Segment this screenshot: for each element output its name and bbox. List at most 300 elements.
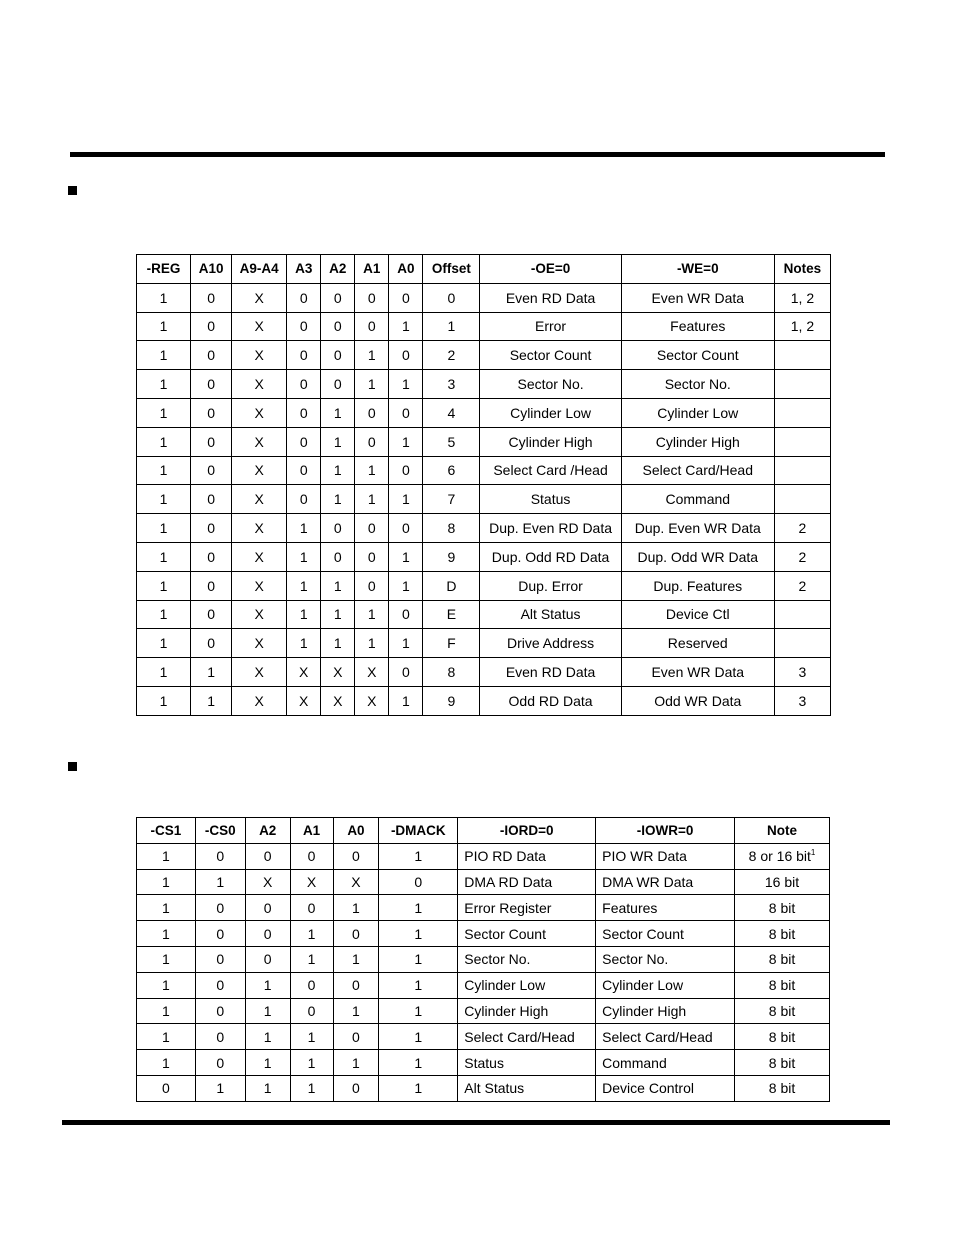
table-cell: 0 [195, 921, 245, 947]
table-cell: 0 [333, 1075, 379, 1101]
table-cell: 1 [321, 427, 355, 456]
register-table [136, 254, 831, 716]
table-cell: Cylinder High [621, 427, 774, 456]
table-cell: 8 [423, 514, 480, 543]
table-cell: X [232, 629, 287, 658]
table-cell: 1 [379, 843, 458, 869]
table-cell: 8 bit [735, 895, 830, 921]
table-cell: 0 [321, 542, 355, 571]
table-cell: 2 [423, 341, 480, 370]
table-cell: 0 [287, 398, 321, 427]
table-cell: Drive Address [480, 629, 621, 658]
table-cell: 1 [321, 485, 355, 514]
table-cell: Cylinder High [596, 998, 735, 1024]
table-cell: 8 bit [735, 1024, 830, 1050]
table-cell: 1 [290, 1024, 333, 1050]
table-cell: X [232, 686, 287, 715]
table-cell: Sector No. [621, 370, 774, 399]
table-row [137, 341, 831, 370]
table-cell: 0 [355, 312, 389, 341]
table-cell: 0 [423, 283, 480, 312]
table-row [137, 895, 830, 921]
table-cell: 4 [423, 398, 480, 427]
table-row [137, 972, 830, 998]
table-cell: 1 [389, 485, 423, 514]
table-cell: 0 [245, 843, 290, 869]
table-cell: 0 [137, 1075, 196, 1101]
table-cell: 0 [287, 370, 321, 399]
table-cell: Dup. Even RD Data [480, 514, 621, 543]
table-cell: Status [458, 1050, 596, 1076]
table-cell: X [232, 571, 287, 600]
table-cell: 0 [355, 427, 389, 456]
table-cell: 1 [137, 514, 191, 543]
table-cell: 1 [137, 895, 196, 921]
table-cell: Sector Count [596, 921, 735, 947]
table-row [137, 283, 831, 312]
table-row [137, 485, 831, 514]
table-cell: 1 [389, 542, 423, 571]
table-cell: 1 [137, 398, 191, 427]
table-cell: 0 [191, 485, 232, 514]
table-cell: D [423, 571, 480, 600]
table-cell: 1 [245, 972, 290, 998]
table-cell: 0 [191, 427, 232, 456]
table-cell: 0 [333, 1024, 379, 1050]
table-cell: 1 [379, 1075, 458, 1101]
column-header: A2 [245, 818, 290, 844]
table-cell: 1 [355, 600, 389, 629]
column-header: Notes [774, 255, 830, 284]
table-cell: 0 [245, 946, 290, 972]
table-cell: X [333, 869, 379, 895]
table-cell: 1 [321, 571, 355, 600]
table-cell: Dup. Features [621, 571, 774, 600]
table-cell: Cylinder Low [458, 972, 596, 998]
table-row [137, 542, 831, 571]
header-row [137, 255, 831, 284]
table-cell: Select Card /Head [480, 456, 621, 485]
table-cell: 1 [137, 869, 196, 895]
table-cell [774, 485, 830, 514]
table-cell: 1 [321, 456, 355, 485]
table-cell: Sector No. [596, 946, 735, 972]
table-cell: X [321, 686, 355, 715]
table-cell: 16 bit [735, 869, 830, 895]
table-cell: Device Ctl [621, 600, 774, 629]
table-cell: 1 [379, 946, 458, 972]
column-header: A0 [333, 818, 379, 844]
table-cell: 0 [389, 514, 423, 543]
table-row [137, 600, 831, 629]
table-cell: X [232, 514, 287, 543]
table-cell: Device Control [596, 1075, 735, 1101]
table-cell: 5 [423, 427, 480, 456]
table-cell: 0 [191, 312, 232, 341]
table-cell: 8 bit [735, 1050, 830, 1076]
table-cell: Command [621, 485, 774, 514]
column-header: Offset [423, 255, 480, 284]
table-cell: 0 [333, 843, 379, 869]
table-cell: 1 [245, 998, 290, 1024]
table-cell: 1 [245, 1050, 290, 1076]
table-cell: 0 [287, 427, 321, 456]
table-row [137, 869, 830, 895]
table-cell: Alt Status [480, 600, 621, 629]
table-cell: Cylinder High [480, 427, 621, 456]
table-row [137, 1050, 830, 1076]
table-cell: X [232, 658, 287, 687]
table-cell: 1, 2 [774, 283, 830, 312]
table-cell: X [232, 370, 287, 399]
table-row [137, 398, 831, 427]
table-cell: Sector No. [458, 946, 596, 972]
table-cell: PIO RD Data [458, 843, 596, 869]
table-cell: 0 [287, 485, 321, 514]
table-cell: X [232, 427, 287, 456]
table-cell: 1 [137, 629, 191, 658]
table-cell: 1 [389, 629, 423, 658]
column-header: -OE=0 [480, 255, 621, 284]
table-cell: 0 [355, 571, 389, 600]
table-cell: 0 [191, 456, 232, 485]
table-row [137, 629, 831, 658]
table-cell: Command [596, 1050, 735, 1076]
table-cell: 1 [355, 485, 389, 514]
table-row [137, 686, 831, 715]
table-cell: 1 [137, 1024, 196, 1050]
table-cell: Sector No. [480, 370, 621, 399]
table-cell: 0 [191, 629, 232, 658]
table-cell: 1 [333, 998, 379, 1024]
table-row [137, 1075, 830, 1101]
table-cell: 1 [137, 1050, 196, 1076]
table-cell: 1 [389, 686, 423, 715]
table-cell: 1 [389, 370, 423, 399]
table-cell: 0 [287, 312, 321, 341]
table-cell: 1 [137, 485, 191, 514]
table-cell: 1 [191, 686, 232, 715]
table-cell: 0 [191, 341, 232, 370]
table-cell: 2 [774, 542, 830, 571]
table-cell: Odd RD Data [480, 686, 621, 715]
table-cell: 1 [287, 629, 321, 658]
table-cell: 8 or 16 bit$^1$ [735, 843, 830, 869]
table-cell: X [321, 658, 355, 687]
table-cell: X [287, 686, 321, 715]
table-cell: X [232, 456, 287, 485]
table-cell: 1 [137, 600, 191, 629]
table-cell: X [355, 686, 389, 715]
table-cell: X [232, 542, 287, 571]
table-row [137, 1024, 830, 1050]
table-cell: Cylinder Low [596, 972, 735, 998]
table-cell: 1 [195, 869, 245, 895]
table-cell: Alt Status [458, 1075, 596, 1101]
table-cell: 0 [321, 341, 355, 370]
table-cell: 0 [195, 895, 245, 921]
table-cell: Select Card/Head [621, 456, 774, 485]
table-cell: Sector Count [480, 341, 621, 370]
table-cell: 1 [137, 998, 196, 1024]
column-header: A9-A4 [232, 255, 287, 284]
table-cell: 0 [389, 456, 423, 485]
column-header: -IOWR=0 [596, 818, 735, 844]
table-cell: Even WR Data [621, 283, 774, 312]
table-cell: X [287, 658, 321, 687]
table-cell: 1 [137, 972, 196, 998]
table-cell: 0 [290, 998, 333, 1024]
table-cell: 1 [290, 1075, 333, 1101]
table-cell: 0 [191, 600, 232, 629]
table-cell: 1 [137, 427, 191, 456]
table-cell [774, 629, 830, 658]
table-cell: 1 [389, 312, 423, 341]
table-cell: 0 [287, 341, 321, 370]
table-cell: 1 [137, 312, 191, 341]
table-cell: 1 [423, 312, 480, 341]
table-row [137, 998, 830, 1024]
table-cell: Reserved [621, 629, 774, 658]
table-cell: 1 [355, 370, 389, 399]
table-cell: 1 [137, 946, 196, 972]
table-cell: Dup. Odd RD Data [480, 542, 621, 571]
table-cell: X [232, 312, 287, 341]
table-cell: 3 [774, 686, 830, 715]
table-cell: 1 [137, 283, 191, 312]
table-cell: 0 [195, 1024, 245, 1050]
table-cell: 0 [389, 283, 423, 312]
table-cell: DMA WR Data [596, 869, 735, 895]
table-cell: 0 [389, 341, 423, 370]
table-cell: Cylinder Low [480, 398, 621, 427]
footnote-marker: 1 [810, 848, 816, 858]
table-cell: Even RD Data [480, 283, 621, 312]
table-row [137, 571, 831, 600]
column-header: -WE=0 [621, 255, 774, 284]
table-cell [774, 341, 830, 370]
table-cell: 1 [137, 542, 191, 571]
table-cell: 0 [321, 283, 355, 312]
table-cell: 1 [290, 921, 333, 947]
column-header: -REG [137, 255, 191, 284]
table-cell: 3 [774, 658, 830, 687]
table-cell: 0 [195, 1050, 245, 1076]
table-cell: 1 [379, 998, 458, 1024]
table-cell: Sector Count [458, 921, 596, 947]
table-cell: X [232, 341, 287, 370]
table-cell: 1 [290, 1050, 333, 1076]
table-cell: Sector Count [621, 341, 774, 370]
table-cell: Features [596, 895, 735, 921]
table-cell: Error Register [458, 895, 596, 921]
column-header: -CS1 [137, 818, 196, 844]
table-cell: DMA RD Data [458, 869, 596, 895]
table-cell: 1 [389, 427, 423, 456]
table-cell: E [423, 600, 480, 629]
table-cell: 0 [389, 398, 423, 427]
top-rule [70, 152, 885, 157]
table-cell: 1 [333, 895, 379, 921]
table-cell: Select Card/Head [458, 1024, 596, 1050]
table-row [137, 658, 831, 687]
table-cell: 1 [379, 1024, 458, 1050]
table-cell: Cylinder Low [621, 398, 774, 427]
table-cell: 1 [137, 658, 191, 687]
table-cell: 1 [137, 341, 191, 370]
table-cell: 0 [195, 946, 245, 972]
table-cell: 0 [195, 998, 245, 1024]
table-cell: 0 [195, 972, 245, 998]
table-cell: 1 [379, 895, 458, 921]
table-cell [774, 456, 830, 485]
table-cell: 9 [423, 686, 480, 715]
table-cell: 1 [333, 946, 379, 972]
column-header: A1 [290, 818, 333, 844]
table-cell: X [232, 283, 287, 312]
table-cell: 8 bit [735, 1075, 830, 1101]
bottom-rule [62, 1120, 890, 1125]
table-cell: Even RD Data [480, 658, 621, 687]
table-cell: Cylinder High [458, 998, 596, 1024]
table-cell [774, 600, 830, 629]
column-header: A1 [355, 255, 389, 284]
table-row [137, 946, 830, 972]
table-cell: Features [621, 312, 774, 341]
column-header: -CS0 [195, 818, 245, 844]
table-cell: 1 [245, 1075, 290, 1101]
table-cell: F [423, 629, 480, 658]
table-cell: 0 [321, 312, 355, 341]
table-row [137, 921, 830, 947]
table-cell: X [245, 869, 290, 895]
table-row [137, 370, 831, 399]
table-cell: 0 [287, 456, 321, 485]
table-cell: 0 [245, 921, 290, 947]
table-cell: X [355, 658, 389, 687]
column-header: -DMACK [379, 818, 458, 844]
table-cell: 1 [287, 600, 321, 629]
table-cell: 1 [321, 398, 355, 427]
table-cell: 0 [333, 972, 379, 998]
table-cell: 0 [290, 972, 333, 998]
table-cell: 0 [355, 542, 389, 571]
table-cell: 8 bit [735, 921, 830, 947]
table-cell: 1 [379, 1050, 458, 1076]
table-cell: 1 [355, 341, 389, 370]
table-cell: 1, 2 [774, 312, 830, 341]
table-cell: 1 [379, 921, 458, 947]
table-row [137, 312, 831, 341]
section-bullet-2 [68, 762, 77, 771]
table-cell: Select Card/Head [596, 1024, 735, 1050]
column-header: A10 [191, 255, 232, 284]
table-cell: 7 [423, 485, 480, 514]
table-cell: 0 [389, 658, 423, 687]
section-bullet-1 [68, 186, 77, 195]
table-cell: 8 bit [735, 998, 830, 1024]
table-cell: 1 [137, 571, 191, 600]
table-cell: 1 [379, 972, 458, 998]
table-cell: Error [480, 312, 621, 341]
table-cell: 1 [137, 686, 191, 715]
table-row [137, 843, 830, 869]
table-cell: Dup. Even WR Data [621, 514, 774, 543]
header-row [137, 818, 830, 844]
table-cell: 1 [287, 571, 321, 600]
table-cell: 0 [195, 843, 245, 869]
table-cell: 0 [245, 895, 290, 921]
table-cell: 1 [321, 600, 355, 629]
column-header: A0 [389, 255, 423, 284]
table-cell: 0 [191, 398, 232, 427]
table-row [137, 456, 831, 485]
table-cell [774, 398, 830, 427]
table-cell: 1 [355, 629, 389, 658]
table-cell: 1 [287, 542, 321, 571]
table-cell: X [232, 398, 287, 427]
table-cell: 0 [191, 370, 232, 399]
table-cell: X [232, 600, 287, 629]
table-cell: 0 [389, 600, 423, 629]
table-cell: 1 [333, 1050, 379, 1076]
table-cell: 1 [137, 370, 191, 399]
table-cell: 8 bit [735, 972, 830, 998]
table-cell [774, 370, 830, 399]
table-cell: X [232, 485, 287, 514]
table-cell: 1 [137, 921, 196, 947]
table-cell: 0 [287, 283, 321, 312]
column-header: A3 [287, 255, 321, 284]
table-cell: Dup. Error [480, 571, 621, 600]
table-cell: 2 [774, 514, 830, 543]
table-cell: X [290, 869, 333, 895]
table-cell: 0 [191, 514, 232, 543]
table-cell: 0 [191, 542, 232, 571]
table-cell: 0 [290, 843, 333, 869]
table-cell: Status [480, 485, 621, 514]
table-cell: 1 [191, 658, 232, 687]
table-cell: 0 [355, 398, 389, 427]
table-cell: 1 [245, 1024, 290, 1050]
table-cell: 2 [774, 571, 830, 600]
table-cell: 8 bit [735, 946, 830, 972]
table-cell: 0 [321, 370, 355, 399]
table-row [137, 514, 831, 543]
table-cell: 0 [290, 895, 333, 921]
table-cell: 0 [191, 283, 232, 312]
column-header: Note [735, 818, 830, 844]
table-cell: 1 [290, 946, 333, 972]
table-cell: 0 [321, 514, 355, 543]
table-cell: 6 [423, 456, 480, 485]
table-cell: 0 [333, 921, 379, 947]
table-cell: 0 [191, 571, 232, 600]
table-cell: 1 [389, 571, 423, 600]
table-cell: Odd WR Data [621, 686, 774, 715]
table-cell: 1 [137, 843, 196, 869]
table-cell: PIO WR Data [596, 843, 735, 869]
table-cell: 0 [379, 869, 458, 895]
table-cell: 1 [287, 514, 321, 543]
table-cell: 1 [137, 456, 191, 485]
table-cell: 0 [355, 283, 389, 312]
table-cell: 1 [321, 629, 355, 658]
table-cell: Dup. Odd WR Data [621, 542, 774, 571]
column-header: -IORD=0 [458, 818, 596, 844]
table-cell: 8 [423, 658, 480, 687]
table-cell: 1 [195, 1075, 245, 1101]
